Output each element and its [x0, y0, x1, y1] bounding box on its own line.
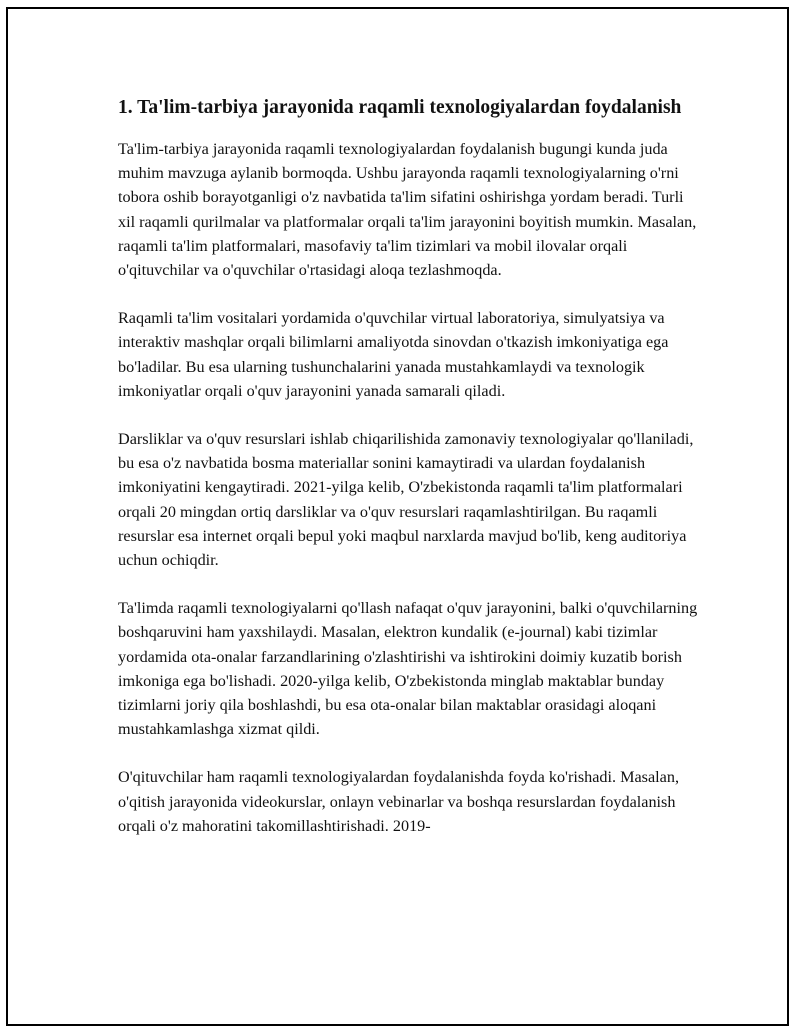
section-heading: 1. Ta'lim-tarbiya jarayonida raqamli texnologiyalardan foydalanish	[118, 97, 682, 118]
paragraph-2: Raqamli ta'lim vositalari yordamida o'quvchilar virtual laboratoriya, simulyatsiya va interaktiv mashqlar orqali bilimlarni amaliyotda sinovdan o'tkazish imkoniyatiga ega bo'ladilar. Bu esa ularning tushunchalarini yanada mustahkamlaydi va texnologik imkoniyatlar orqali o'quv jarayonini yanada samarali qiladi.	[118, 309, 669, 400]
paragraph-5: O'qituvchilar ham raqamli texnologiyalardan foydalanishda foyda ko'rishadi. Masalan, o'qitish jarayonida videokurslar, onlayn vebinarlar va boshqa resurslardan foydalanish orqali o'z mahoratini takomillashtirishadi. 2019-	[118, 768, 679, 835]
paragraph-3: Darsliklar va o'quv resurslari ishlab chiqarilishida zamonaviy texnologiyalar qo'llaniladi, bu esa o'z navbatida bosma materiallar sonini kamaytiradi va ulardan foydalanish imkoniyatini kengaytiradi. 2021-yilga kelib, O'zbekistonda raqamli ta'lim platformalari orqali 20 mingdan ortiq darsliklar va o'quv resurslari raqamlashtirilgan. Bu raqamli resurslar esa internet orqali bepul yoki maqbul narxlarda mavjud bo'lib, keng auditoriya uchun ochiqdir.	[118, 430, 694, 570]
document-page	[6, 7, 789, 1026]
paragraph-4: Ta'limda raqamli texnologiyalarni qo'llash nafaqat o'quv jarayonini, balki o'quvchilarning boshqaruvini ham yaxshilaydi. Masalan, elektron kundalik (e-journal) kabi tizimlar yordamida ota-onalar farzandlarining o'zlashtirishi va ishtirokini doimiy kuzatib borish imkoniga ega bo'lishadi. 2020-yilga kelib, O'zbekistonda minglab maktablar bunday tizimlarni joriy qila boshlashdi, bu esa ota-onalar bilan maktablar orasidagi aloqani mustahkamlashga xizmat qildi.	[118, 599, 698, 739]
document-body	[118, 94, 698, 862]
paragraph-1: Ta'lim-tarbiya jarayonida raqamli texnologiyalardan foydalanish bugungi kunda juda muhim mavzuga aylanib bormoqda. Ushbu jarayonda raqamli texnologiyalarning o'rni tobora oshib borayotganligi o'z navbatida ta'lim sifatini oshirishga yordam beradi. Turli xil raqamli qurilmalar va platformalar orqali ta'lim jarayonini boyitish mumkin. Masalan, raqamli ta'lim platformalari, masofaviy ta'lim tizimlari va mobil ilovalar orqali o'qituvchilar va o'quvchilar o'rtasidagi aloqa tezlashmoqda.	[118, 140, 697, 280]
